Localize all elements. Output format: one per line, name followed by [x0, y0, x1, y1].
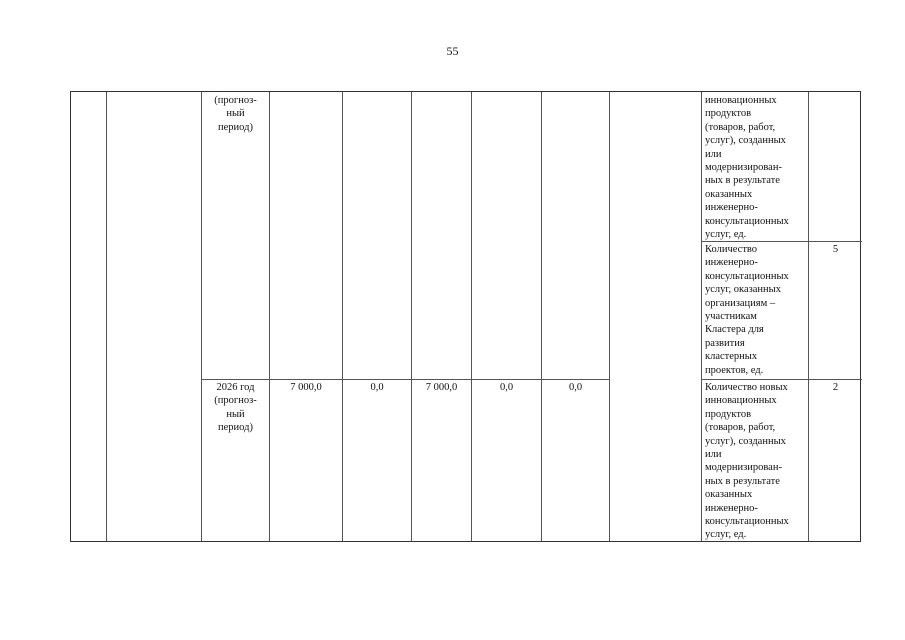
period-cell: 2026 год (прогноз- ный период) — [214, 382, 257, 434]
column-divider — [342, 92, 343, 541]
value-cell: 0,0 — [370, 382, 384, 393]
indicator-value: 2 — [832, 382, 839, 393]
column-divider — [471, 92, 472, 541]
indicator-cell: Количество новых инновационных продуктов (товаров, работ, услуг), созданных или модернизирован- ных в результате оказанных инженерно- консультационных услуг, ед. — [705, 382, 789, 541]
indicator-value: 5 — [832, 244, 839, 255]
column-divider — [201, 92, 202, 541]
period-cell: (прогноз- ный период) — [214, 95, 257, 133]
value-cell: 0,0 — [499, 382, 514, 393]
value-cell: 0,0 — [568, 382, 583, 393]
total-cell: 7 000,0 — [290, 382, 322, 393]
indicator-cell: Количество инженерно- консультационных услуг, оказанных организациям – участникам Кластера для развития кластерных проектов, ед. — [705, 244, 789, 376]
column-divider — [269, 92, 270, 541]
column-divider — [541, 92, 542, 541]
page-number: 55 — [446, 44, 459, 58]
value-cell: 7 000,0 — [425, 382, 458, 393]
column-divider — [701, 92, 702, 541]
column-divider — [106, 92, 107, 541]
row-divider — [201, 379, 609, 380]
data-table — [70, 91, 861, 542]
row-divider — [701, 379, 862, 380]
column-divider — [609, 92, 610, 541]
column-divider — [411, 92, 412, 541]
indicator-cell: инновационных продуктов (товаров, работ, услуг), созданных или модернизирован- ных в результате оказанных инженерно- консультационных услуг, ед. — [705, 95, 789, 241]
